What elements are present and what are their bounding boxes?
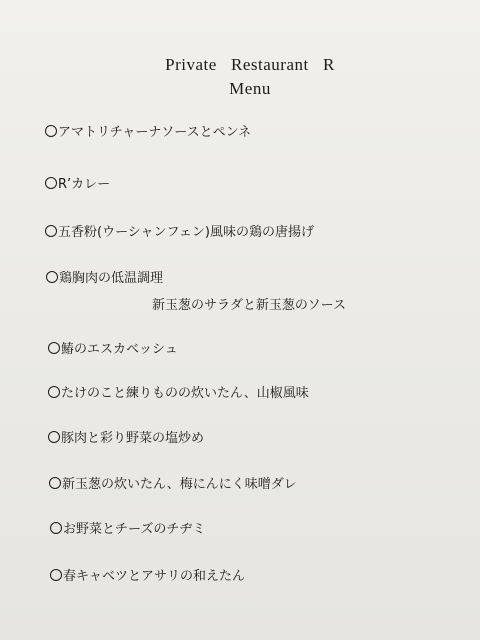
menu-item-description: 新玉葱のサラダと新玉葱のソース: [152, 298, 346, 313]
menu-item-name: 鰆のエスカベッシュ: [61, 342, 178, 357]
bullet-circle-icon: [48, 386, 60, 398]
menu-item-name: たけのこと練りものの炊いたん、山椒風味: [61, 386, 309, 401]
bullet-circle-icon: [48, 342, 60, 354]
bullet-circle-icon: [50, 522, 62, 534]
menu-item: [48, 385, 309, 403]
bullet-circle-icon: [45, 125, 57, 137]
restaurant-name: Private Restaurant R: [165, 55, 335, 74]
bullet-circle-icon: [45, 177, 57, 189]
menu-item-name: R’カレー: [58, 177, 111, 192]
bullet-circle-icon: [45, 225, 57, 237]
bullet-circle-icon: [46, 271, 58, 283]
menu-item: [46, 270, 163, 288]
menu-item-name: 鶏胸肉の低温調理: [59, 271, 164, 286]
menu-item: [49, 476, 297, 494]
menu-item: [48, 430, 204, 448]
menu-item-name: 五香粉(ウーシャンフェン)風味の鶏の唐揚げ: [58, 225, 314, 240]
menu-item-name: 春キャベツとアサリの和えたん: [63, 569, 246, 584]
menu-item: [50, 568, 245, 586]
menu-item: [45, 124, 251, 142]
menu-item-name: 新玉葱の炊いたん、梅にんにく味噌ダレ: [62, 477, 297, 492]
menu-title: Menu: [229, 79, 271, 98]
menu-item: [50, 521, 205, 539]
menu-item: [45, 176, 110, 194]
bullet-circle-icon: [50, 569, 62, 581]
bullet-circle-icon: [48, 431, 60, 443]
bullet-circle-icon: [49, 477, 61, 489]
menu-item-name: 豚肉と彩り野菜の塩炒め: [61, 431, 205, 446]
menu-item: [48, 341, 178, 359]
menu-item: [45, 224, 314, 242]
menu-item-name: アマトリチャーナソースとペンネ: [58, 125, 252, 140]
menu-item-name: お野菜とチーズのチヂミ: [63, 522, 206, 537]
